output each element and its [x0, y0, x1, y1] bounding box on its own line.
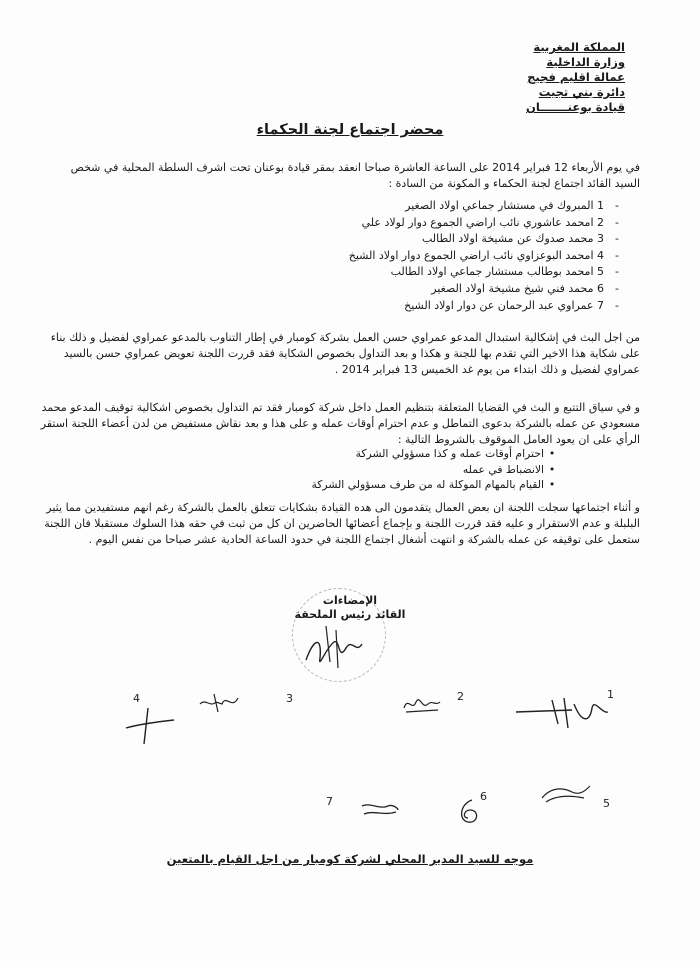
conditions-list	[60, 446, 560, 493]
letterhead-ministry: وزارة الداخلية	[546, 55, 625, 69]
decision-paragraph-3: و أثناء اجتماعها سجلت اللجنة ان بعض العمال يتقدمون الى هده القيادة بشكايات تتعلق بالعمل بالشركة رغم انهم مستفيدين مما يثير البلبلة و عدم الاستقرار و عليه فقد قررت اللجنة و بإجماع أعضائها الحاضرين ان كل من ثبت في حقه هذا السلوك مستقبلا فان اللجنة ستعمل على توقيفه عن عمله بالشركة و انتهت أشغال اجتماع اللجنة في حدود الساعة الحادية عشر صباحا من نفس اليوم .	[44, 501, 640, 546]
signature-number-5: 5	[603, 797, 610, 810]
list-item: -5 امحمد بوطالب مستشار جماعي اولاد الطالب	[390, 265, 619, 279]
list-item: • الانضباط في عمله	[60, 462, 560, 478]
member-signature-4	[120, 706, 180, 746]
list-item: • القيام بالمهام الموكلة له من طرف مسؤولي الشركة	[60, 477, 560, 493]
document-title: محضر اجتماع لجنة الحكماء	[256, 122, 444, 138]
member-signature-2	[400, 692, 444, 716]
letterhead-caidat: قيادة بوعنـــــــان	[526, 100, 625, 114]
list-item: -2 امحمد عاشوري نائب اراضي الجموع دوار لولاد علي	[361, 215, 619, 229]
signature-number-2: 2	[457, 690, 464, 703]
signature-number-1: 1	[607, 688, 614, 701]
caid-label: القائد رئيس الملحقة	[294, 608, 406, 621]
letterhead-circle: دائرة بني تجيت	[538, 85, 625, 99]
list-item: -4 امحمد البوعزاوي نائب اراضي الجموع دوار اولاد الشيخ	[348, 248, 619, 262]
signature-number-4: 4	[133, 692, 140, 705]
decision-paragraph-2: و في سياق التتبع و البث في القضايا المتعلقة بتنظيم العمل داخل شركة كومبار فقد تم التداول بخصوص اشكالية توقيف المدعو محمد مسعودي عن عمله بالشركة بدعوى التماطل و عدم احترام أوقات عمله و على هذا و بعد نقاش مستفيض من لدن أعضاء اللجنة استقر الرأي على ان يعود العامل الموقوف بالشروط التالية :	[40, 401, 640, 446]
list-item: • احترام أوقات عمله و كذا مسؤولي الشركة	[60, 446, 560, 462]
intro-paragraph: في يوم الأربعاء 12 فبراير 2014 على الساعة العاشرة صباحا انعقد بمقر قيادة بوعنان تحت اشرف السلطة المحلية في شخص السيد القائد اجتماع لجنة الحكماء و المكونة من السادة :	[70, 161, 640, 190]
list-item: -3 محمد صدوك عن مشيخة اولاد الطالب	[421, 232, 619, 246]
members-list	[210, 198, 630, 314]
member-signature-6	[452, 796, 488, 828]
addressee-line: موجه للسيد المدير المحلي لشركة كومبار من اجل القيام بالمتعين	[166, 852, 534, 866]
letterhead	[475, 40, 625, 115]
signature-number-3: 3	[286, 692, 293, 705]
member-signature-1	[512, 694, 612, 734]
member-signature-3	[196, 690, 246, 716]
list-item: -7 عمراوي عبد الرحمان عن دوار اولاد الشيخ	[404, 298, 619, 312]
member-signature-7	[358, 798, 402, 820]
signature-number-6: 6	[480, 790, 487, 803]
letterhead-province: عمالة اقليم فجيج	[527, 70, 625, 84]
caid-signature	[296, 618, 376, 678]
member-signature-5	[538, 782, 594, 808]
list-item: -1 المبروك في مستشار جماعي اولاد الصغير	[405, 199, 619, 212]
decision-paragraph-1: من اجل البث في إشكالية استبدال المدعو عمراوي حسن العمل بشركة كومبار في إطار التناوب بالمدعو عمراوي لفضيل و ذلك بناء على شكاية هذا الاخير التي تقدم بها للجنة و هكذا و بعد التداول بخصوص الشكاية فقد قررت اللجنة تعويض عمراوي حسن بالسيد عمراوي لفضيل و ذلك ابتداء من يوم غد الخميس 13 فبراير 2014 .	[50, 331, 640, 376]
signature-number-7: 7	[326, 795, 333, 808]
list-item: -6 محمد فني شيخ مشيخة اولاد الصغير	[431, 281, 619, 295]
signatures-label: الإمضاءات	[322, 594, 378, 607]
letterhead-kingdom: المملكة المغربية	[533, 40, 625, 54]
